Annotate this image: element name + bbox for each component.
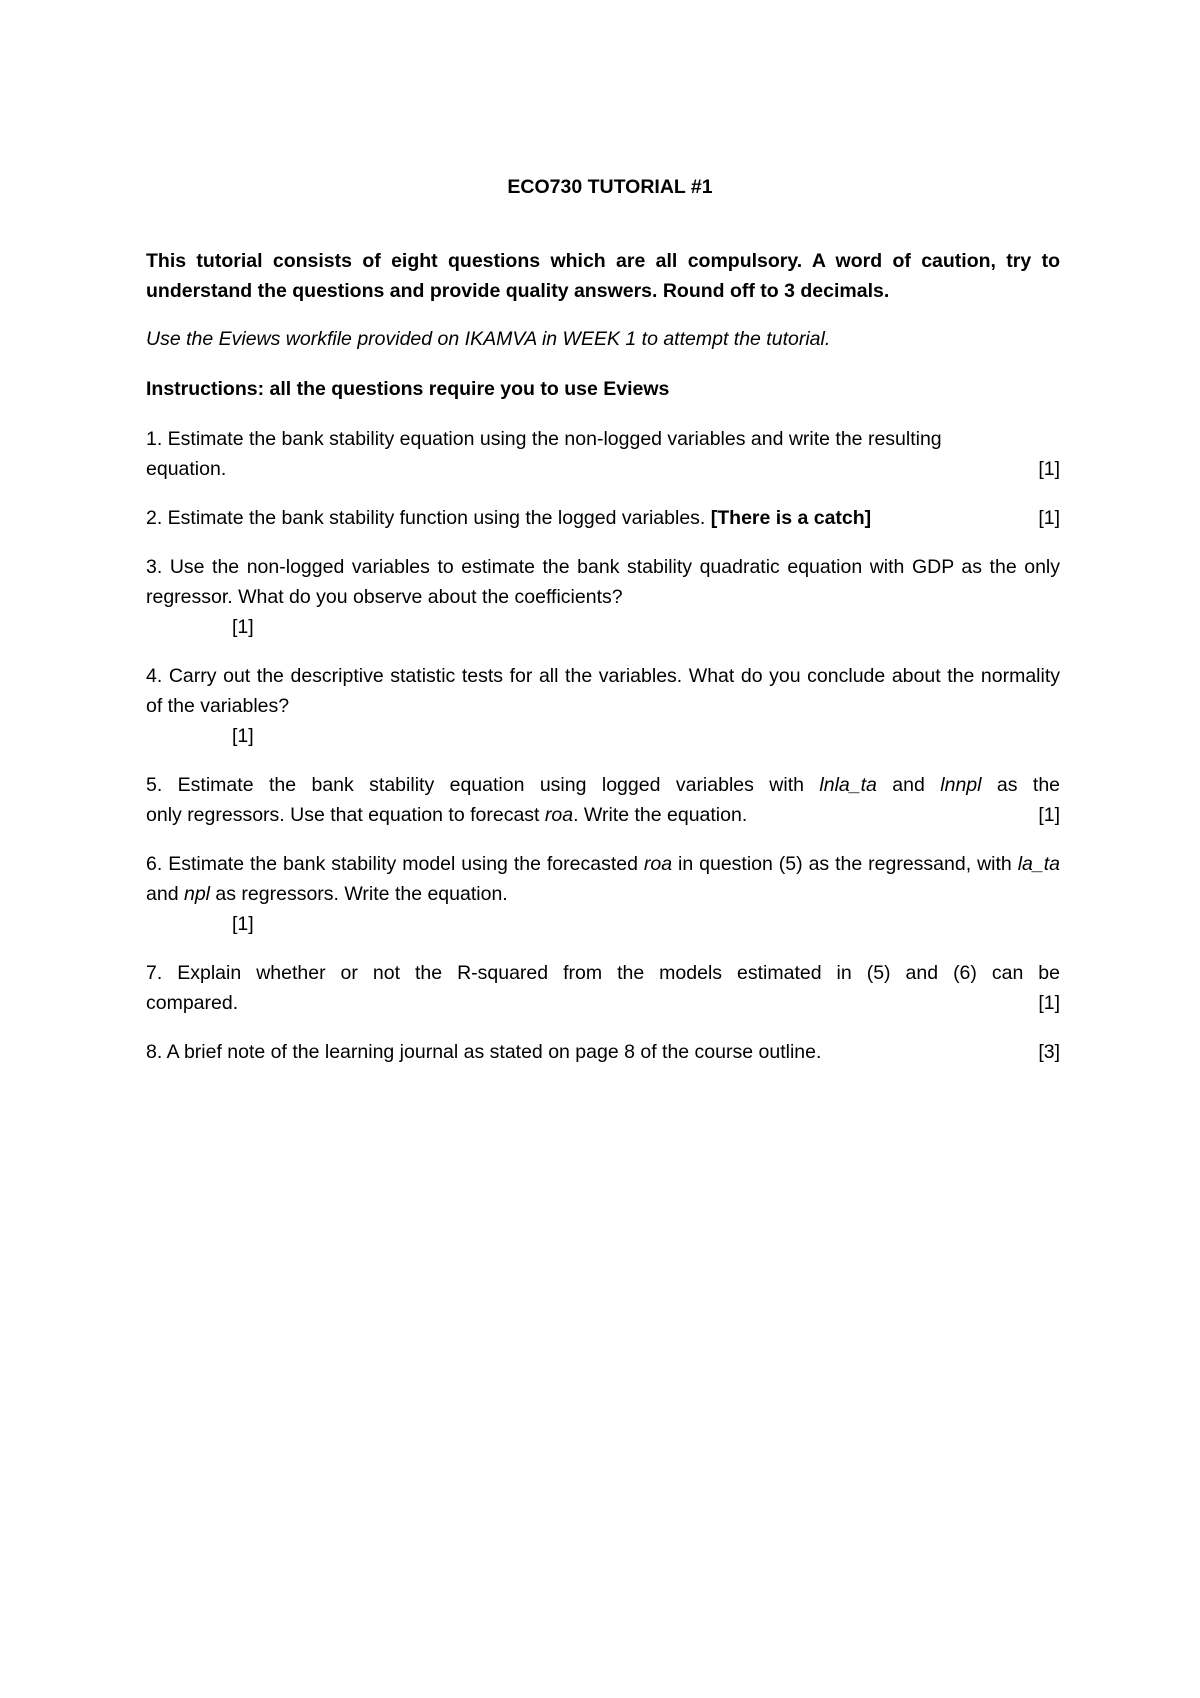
question-6: [146, 849, 1060, 939]
question-7-marks: [1]: [1038, 992, 1060, 1014]
question-6-text: 6. Estimate the bank stability model using the forecasted roa in question (5) as the regressand, with la_ta and npl as regressors. Write the equation.: [146, 853, 1061, 905]
question-1-marks: [1]: [1038, 458, 1060, 480]
document-body: [146, 172, 1060, 1086]
question-4: [146, 661, 1060, 751]
question-2-catch: [There is a catch]: [710, 507, 872, 529]
variable-lnnpl: lnnpl: [940, 774, 982, 796]
question-6-marks: [1]: [232, 913, 254, 935]
variable-lnla-ta: lnla_ta: [819, 774, 877, 796]
question-7-line-2: compared.: [146, 992, 239, 1014]
question-1-line-1: 1. Estimate the bank stability equation using the non-logged variables and write the resulting: [146, 428, 942, 450]
question-5-line-2: only regressors. Use that equation to forecast roa. Write the equation.: [146, 804, 748, 826]
question-7: [146, 958, 1060, 1018]
question-2-text: 2. Estimate the bank stability function using the logged variables.: [146, 507, 706, 529]
question-4-marks: [1]: [232, 725, 254, 747]
question-5-marks: [1]: [1038, 804, 1060, 826]
instructions-heading: Instructions: all the questions require you to use Eviews: [146, 378, 670, 400]
question-8-marks: [3]: [1038, 1041, 1060, 1063]
document-title: ECO730 TUTORIAL #1: [507, 176, 713, 198]
question-3-text: 3. Use the non-logged variables to estimate the bank stability quadratic equation with GDP as the only regressor. What do you observe about the coefficients?: [146, 556, 1060, 608]
question-8-text: 8. A brief note of the learning journal as stated on page 8 of the course outline.: [146, 1041, 822, 1063]
intro-paragraph: This tutorial consists of eight questions which are all compulsory. A word of caution, try to understand the questions and provide quality answers. Round off to 3 decimals.: [146, 250, 1060, 302]
question-8: [146, 1037, 1060, 1067]
variable-la-ta: la_ta: [1017, 853, 1061, 875]
question-4-text: 4. Carry out the descriptive statistic tests for all the variables. What do you conclude about the normality of the variables?: [146, 665, 1060, 717]
question-5: [146, 770, 1060, 830]
question-1-line-2: equation.: [146, 458, 227, 480]
question-7-line-1: 7. Explain whether or not the R-squared from the models estimated in (5) and (6) can be: [146, 962, 1060, 984]
question-5-line-1: 5. Estimate the bank stability equation using logged variables with lnla_ta and lnnpl as the: [146, 774, 1061, 796]
variable-roa: roa: [544, 804, 574, 826]
question-2: [146, 503, 1060, 533]
question-3-marks: [1]: [232, 616, 254, 638]
variable-npl: npl: [183, 883, 210, 905]
question-1: [146, 424, 1060, 484]
workfile-note: Use the Eviews workfile provided on IKAMVA in WEEK 1 to attempt the tutorial.: [146, 328, 831, 350]
question-3: [146, 552, 1060, 642]
variable-roa: roa: [643, 853, 673, 875]
question-2-marks: [1]: [1038, 507, 1060, 529]
